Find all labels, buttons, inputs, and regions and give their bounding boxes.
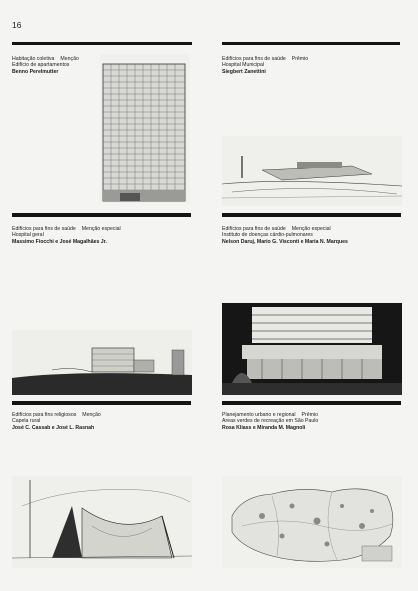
entry-category: Planejamento urbano e regional (222, 412, 296, 418)
general-hospital-sketch (12, 330, 192, 395)
entry-category: Edifícios para fins de saúde (222, 56, 286, 62)
rural-chapel-sketch (12, 476, 192, 568)
top-rule-left (12, 42, 192, 45)
entry-authors: José C. Cassab e José L. Rasnah (12, 424, 95, 431)
page-number: 16 (12, 20, 22, 30)
entry-caption (222, 56, 308, 75)
tall-apartment-building-drawing (100, 54, 190, 203)
entry-authors: Massimo Fiocchi e José Magalhães Jr. (12, 238, 107, 245)
entry-rule (12, 213, 191, 217)
top-rule-right (222, 42, 400, 45)
entry-project: Hospital geral (12, 232, 44, 239)
entry-project: Capela rural (12, 418, 41, 425)
entry-authors: Rosa Kliass e Miranda M. Magnoli (222, 424, 306, 431)
entry-project: Instituto de doenças cárdio-pulmonares (222, 232, 313, 239)
entry-caption (12, 56, 79, 75)
entry-category: Edifícios para fins de saúde (12, 226, 76, 232)
entry-rule (222, 401, 401, 405)
entry-award: Prêmio (291, 56, 309, 62)
entry-category: Habitação coletiva (12, 56, 55, 62)
entry-caption (222, 412, 318, 431)
entry-category: Edifícios para fins de saúde (222, 226, 286, 232)
entry-caption (222, 226, 348, 245)
hospital-sketch (222, 136, 402, 206)
entry-award: Prêmio (301, 412, 318, 418)
entry-award: Menção (82, 412, 101, 418)
entry-award: Menção especial (291, 226, 331, 232)
sao-paulo-green-areas-map (222, 476, 402, 568)
entry-rule (222, 213, 401, 217)
entry-award: Menção (60, 56, 79, 62)
entry-category: Edifícios para fins religiosos (12, 412, 77, 418)
entry-project: Edifício de apartamentos (12, 62, 70, 69)
entry-authors: Benno Perelmutter (12, 68, 59, 75)
entry-project: Areas verdes de recreação em São Paulo (222, 418, 319, 425)
entry-award: Menção especial (81, 226, 121, 232)
entry-authors: Nelson Daruj, Mario G. Visconti e Maria N. Marques (222, 238, 348, 245)
entry-authors: Siegbert Zanettini (222, 68, 266, 75)
entry-caption (12, 226, 121, 245)
entry-caption (12, 412, 101, 431)
entry-rule (12, 401, 191, 405)
entry-project: Hospital Municipal (222, 62, 265, 69)
institute-model-photo (222, 303, 402, 395)
